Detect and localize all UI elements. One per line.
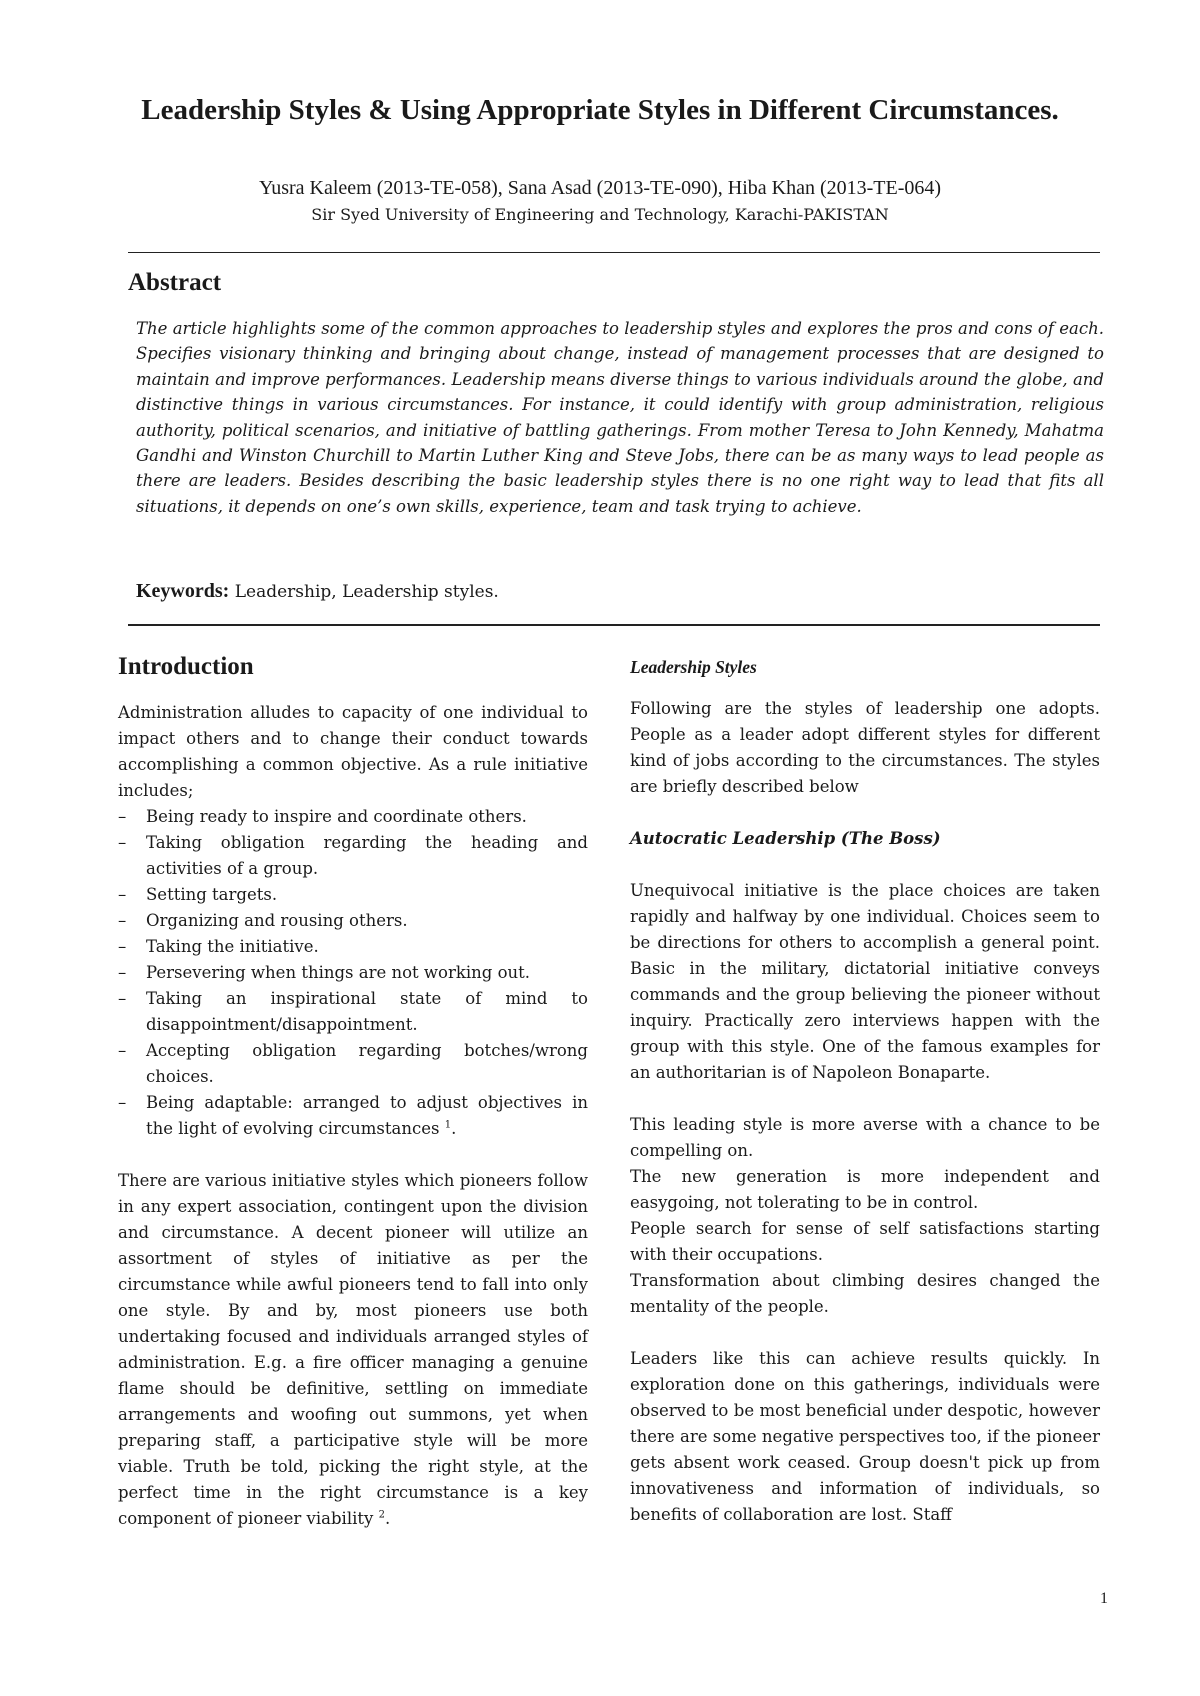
page-number: 1: [1100, 1590, 1108, 1607]
autocratic-point-2: The new generation is more independent and easygoing, not tolerating to be in control.: [630, 1167, 1100, 1212]
list-item: – Organizing and rousing others.: [118, 908, 588, 934]
affiliation: Sir Syed University of Engineering and Technology, Karachi-PAKISTAN: [311, 205, 889, 224]
autocratic-paragraph: Unequivocal initiative is the place choices are taken rapidly and halfway by one individual. Choices seem to be directions for others to accomplish a general point. Basic in the military, dictatorial initiative conveys commands and the group believing the pioneer without inquiry. Practically zero interviews happen with the group with this style. One of the famous examples for an authoritarian is of Napoleon Bonaparte.: [630, 881, 1100, 1082]
autocratic-results-paragraph: Leaders like this can achieve results quickly. In exploration done on this gatherings, individuals were observed to be most beneficial under despotic, however there are some negative perspectives too, if the pioneer gets absent work ceased. Group doesn't pick up from innovativeness and information of individuals, so benefits of collaboration are lost. Staff: [630, 1349, 1100, 1524]
list-item-end: .: [451, 1119, 457, 1138]
abstract-divider: [128, 624, 1100, 626]
list-item: [118, 1090, 588, 1142]
right-column: [630, 650, 1100, 1554]
keywords-label: Keywords:: [136, 580, 230, 602]
list-item: – Being ready to inspire and coordinate others.: [118, 804, 588, 830]
paper-title: Leadership Styles & Using Appropriate Styles in Different Circumstances.: [141, 94, 1059, 126]
left-column: [118, 650, 588, 1558]
author-list: Yusra Kaleem (2013-TE-058), Sana Asad (2013-TE-090), Hiba Khan (2013-TE-064): [258, 177, 942, 199]
footnote-ref-1: 1: [444, 1119, 452, 1131]
header-divider: [128, 252, 1100, 253]
introduction-paragraph-2: [118, 1168, 588, 1532]
introduction-heading: Introduction: [118, 653, 254, 680]
abstract-text: The article highlights some of the common approaches to leadership styles and explores the pros and cons of each. Specifies visionary thinking and bringing about change, instead of management processes that are designed to maintain and improve performances. Leadership means diverse things to various individuals around the globe, and distinctive things in various circumstances. For instance, it could identify with group administration, religious authority, political scenarios, and initiative of battling gatherings. From mother Teresa to John Kennedy, Mahatma Gandhi and Winston Churchill to Martin Luther King and Steve Jobs, there can be as many ways to lead people as there are leaders. Besides describing the basic leadership styles there is no one right way to lead that fits all situations, it depends on one’s own skills, experience, team and task trying to achieve.: [136, 319, 1104, 516]
autocratic-point-4: Transformation about climbing desires changed the mentality of the people.: [630, 1271, 1100, 1316]
list-item: – Persevering when things are not working out.: [118, 960, 588, 986]
autocratic-heading: Autocratic Leadership (The Boss): [630, 829, 941, 848]
list-item: – Taking obligation regarding the heading and activities of a group.: [118, 830, 588, 882]
list-item: – Setting targets.: [118, 882, 588, 908]
list-item: – Accepting obligation regarding botches/wrong choices.: [118, 1038, 588, 1090]
list-item-text: Being adaptable: arranged to adjust objectives in the light of evolving circumstances: [146, 1093, 588, 1138]
footnote-ref-2: 2: [378, 1509, 385, 1521]
abstract-heading: Abstract: [128, 269, 222, 296]
autocratic-point-1: This leading style is more averse with a chance to be compelling on.: [630, 1115, 1100, 1160]
list-item: – Taking the initiative.: [118, 934, 588, 960]
keywords-text: Leadership, Leadership styles.: [234, 582, 499, 602]
leadership-styles-heading: Leadership Styles: [630, 657, 757, 677]
initiative-bullet-list: [118, 804, 588, 1142]
introduction-paragraph-2-text: There are various initiative styles which pioneers follow in any expert association, contingent upon the division and circumstance. A decent pioneer will utilize an assortment of styles of initiative as per the circumstance while awful pioneers tend to fall into only one style. By and by, most pioneers use both undertaking focused and individuals arranged styles of administration. E.g. a fire officer managing a genuine flame should be definitive, settling on immediate arrangements and woofing out summons, yet when preparing staff, a participative style will be more viable. Truth be told, picking the right style, at the perfect time in the right circumstance is a key component of pioneer viability: [118, 1171, 588, 1528]
autocratic-point-3: People search for sense of self satisfactions starting with their occupations.: [630, 1219, 1100, 1264]
keywords-line: [136, 578, 499, 605]
list-item: – Taking an inspirational state of mind to disappointment/disappointment.: [118, 986, 588, 1038]
introduction-paragraph-2-end: .: [384, 1509, 391, 1528]
styles-paragraph-1: Following are the styles of leadership one adopts. People as a leader adopt different styles for different kind of jobs according to the circumstances. The styles are briefly described below: [630, 699, 1100, 796]
introduction-paragraph-1: Administration alludes to capacity of one individual to impact others and to change their conduct towards accomplishing a common objective. As a rule initiative includes;: [118, 703, 588, 800]
